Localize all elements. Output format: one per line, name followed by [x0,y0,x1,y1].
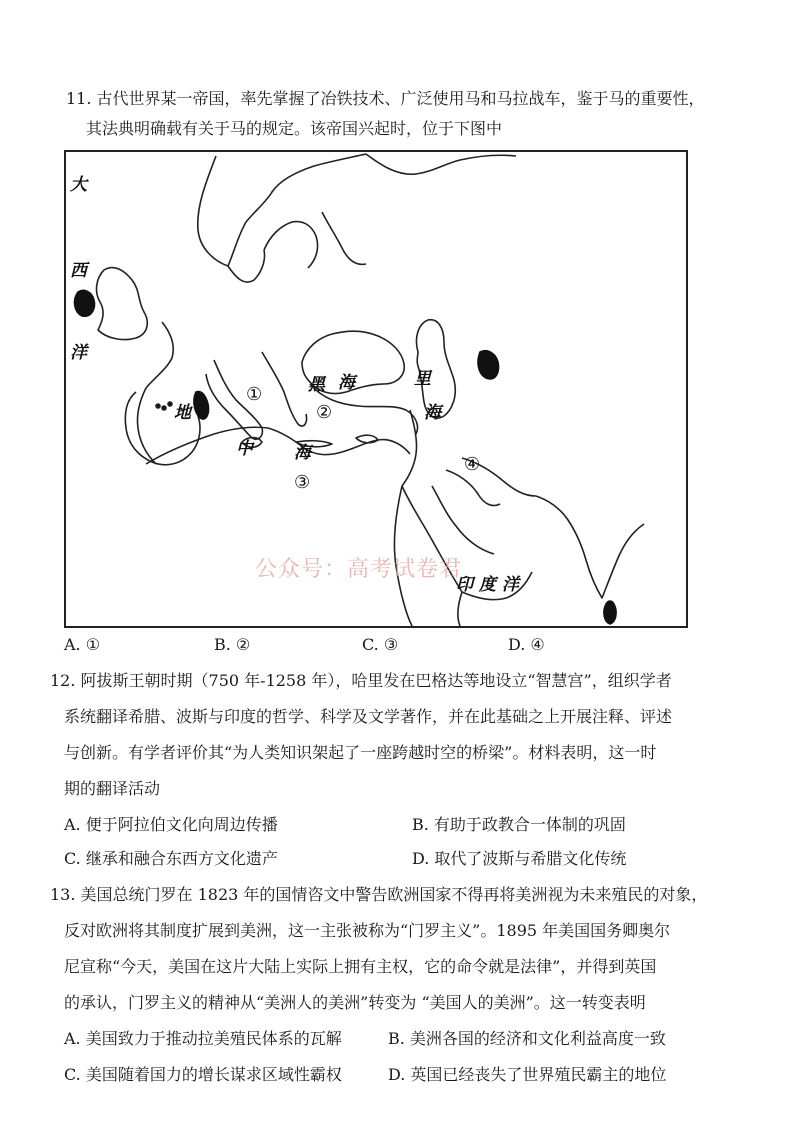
map-marker-2: ② [316,402,333,423]
q11-stem-line-2: 其法典明确载有关于马的规定。该帝国兴起时，位于下图中 [86,119,503,138]
q12-option-a[interactable]: A. 便于阿拉伯文化向周边传播 [64,815,278,834]
q13-option-a[interactable]: A. 美国致力于推动拉美殖民体系的瓦解 [64,1029,342,1048]
q12-option-c[interactable]: C. 继承和融合东西方文化遗产 [64,849,278,868]
q13-stem-line-4: 的承认，门罗主义的精神从“美洲人的美洲”转变为 “美国人的美洲”。这一转变表明 [64,993,646,1012]
q11-option-c[interactable]: C. ③ [362,635,399,654]
map-marker-1: ① [246,384,263,405]
label-mediterranean-2: 中 [236,439,253,459]
label-black-sea-2: 海 [338,373,355,393]
label-indian-ocean: 印 度 洋 [456,575,519,595]
q13-option-d[interactable]: D. 英国已经丧失了世界殖民霸主的地位 [388,1065,667,1084]
label-mediterranean-1: 地 [174,403,191,423]
label-caspian-2: 海 [424,403,441,423]
q12-stem-line-4: 期的翻译活动 [64,779,161,798]
q12-stem-line-2: 系统翻译希腊、波斯与印度的哲学、科学及文学著作，并在此基础之上开展注释、评述 [64,707,673,726]
q12-stem-line-1: 12. 阿拔斯王朝时期（750 年-1258 年），哈里发在巴格达等地设立“智慧宫”，组织学者 [50,671,672,690]
q13-stem-line-3: 尼宣称“今天，美国在这片大陆上实际上拥有主权，它的命令就是法律”，并得到英国 [64,957,657,976]
label-black-sea-1: 黑 [308,375,325,395]
label-atlantic-3: 洋 [70,343,87,363]
map-marker-4: ④ [464,454,481,475]
map-marker-3: ③ [294,472,311,493]
label-caspian-1: 里 [414,369,431,389]
label-atlantic-1: 大 [70,175,87,195]
q11-option-b[interactable]: B. ② [214,635,251,654]
q13-stem-line-1: 13. 美国总统门罗在 1823 年的国情咨文中警告欧洲国家不得再将美洲视为未来殖民的对象， [50,885,708,904]
q12-stem-line-3: 与创新。有学者评价其“为人类知识架起了一座跨越时空的桥梁”。材料表明，这一时 [64,743,657,762]
q13-option-b[interactable]: B. 美洲各国的经济和文化利益高度一致 [388,1029,666,1048]
watermark: 公众号：高考试卷君 [255,557,463,582]
q11-stem-line-1: 11. 古代世界某一帝国，率先掌握了冶铁技术、广泛使用马和马拉战车，鉴于马的重要性， [66,89,705,108]
q11-option-a[interactable]: A. ① [64,635,101,654]
q12-option-b[interactable]: B. 有助于政教合一体制的巩固 [412,815,626,834]
q13-option-c[interactable]: C. 美国随着国力的增长谋求区域性霸权 [64,1065,342,1084]
q13-stem-line-2: 反对欧洲将其制度扩展到美洲，这一主张被称为“门罗主义”。1895 年美国国务卿奥尔 [64,921,671,940]
label-atlantic-2: 西 [70,261,87,281]
q11-option-d[interactable]: D. ④ [508,635,545,654]
q12-option-d[interactable]: D. 取代了波斯与希腊文化传统 [412,849,627,868]
label-mediterranean-3: 海 [294,443,311,463]
